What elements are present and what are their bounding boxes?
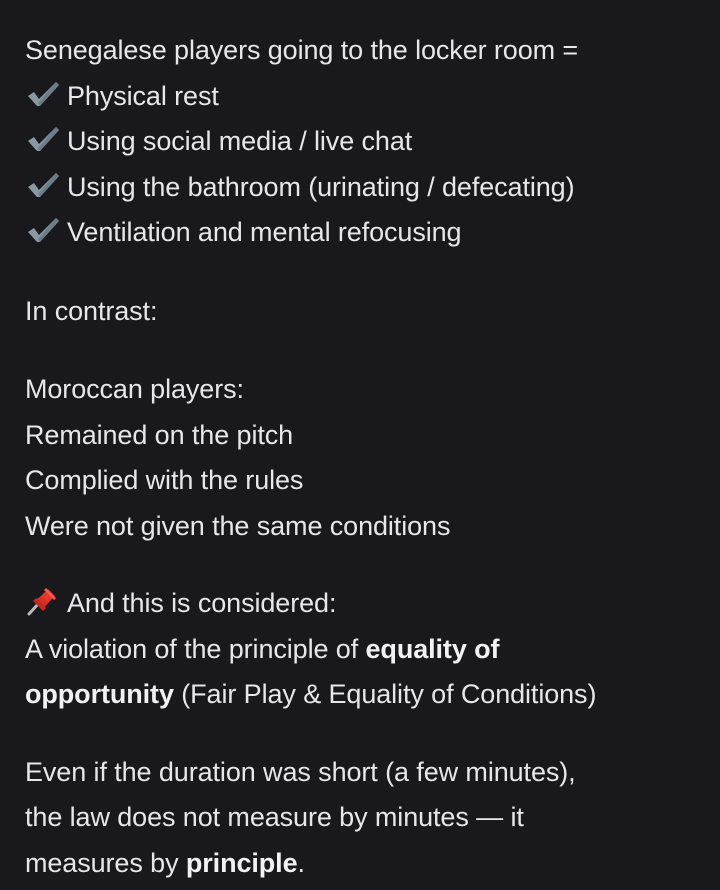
checklist-item [25, 165, 720, 211]
paragraph-gap [25, 256, 720, 289]
paragraph-gap [25, 718, 720, 750]
considered-heading: And this is considered: [67, 588, 337, 618]
checklist-item-label: Using the bathroom (urinating / defecating) [67, 171, 575, 202]
violation-line-1 [25, 627, 720, 673]
pushpin-icon [25, 585, 59, 617]
conclusion-period: . [297, 847, 305, 878]
moroccan-line: Were not given the same conditions [25, 510, 451, 541]
violation-emphasis: opportunity [25, 679, 174, 709]
moroccan-line: Remained on the pitch [25, 419, 294, 450]
violation-emphasis: equality of [365, 633, 500, 664]
conclusion-line: the law does not measure by minutes — it [25, 802, 524, 832]
moroccan-line: Complied with the rules [25, 465, 304, 495]
check-mark-icon [25, 169, 61, 199]
checklist-item [25, 210, 720, 256]
principle-emphasis: principle [185, 847, 298, 878]
paragraph-gap [25, 334, 720, 367]
violation-text: A violation of the principle of [25, 633, 366, 664]
check-mark-icon [25, 214, 61, 244]
checklist-item [25, 74, 720, 120]
check-mark-icon [25, 123, 61, 153]
intro-line: Senegalese players going to the locker room = [25, 35, 579, 65]
check-mark-icon [25, 78, 61, 108]
conclusion-text: measures by [25, 847, 186, 878]
checklist-item [25, 119, 720, 165]
conclusion-line [25, 841, 720, 887]
considered-heading-line [25, 581, 720, 627]
contrast-heading: In contrast: [25, 295, 158, 326]
checklist-item-label: Using social media / live chat [67, 126, 413, 156]
violation-text: (Fair Play & Equality of Conditions) [173, 679, 597, 709]
paragraph-gap [25, 549, 720, 581]
moroccan-heading: Moroccan players: [25, 374, 244, 404]
checklist-item-label: Ventilation and mental refocusing [67, 217, 462, 247]
conclusion-line: Even if the duration was short (a few minutes), [25, 756, 576, 787]
checklist-item-label: Physical rest [67, 80, 219, 111]
violation-line-2 [25, 672, 720, 718]
